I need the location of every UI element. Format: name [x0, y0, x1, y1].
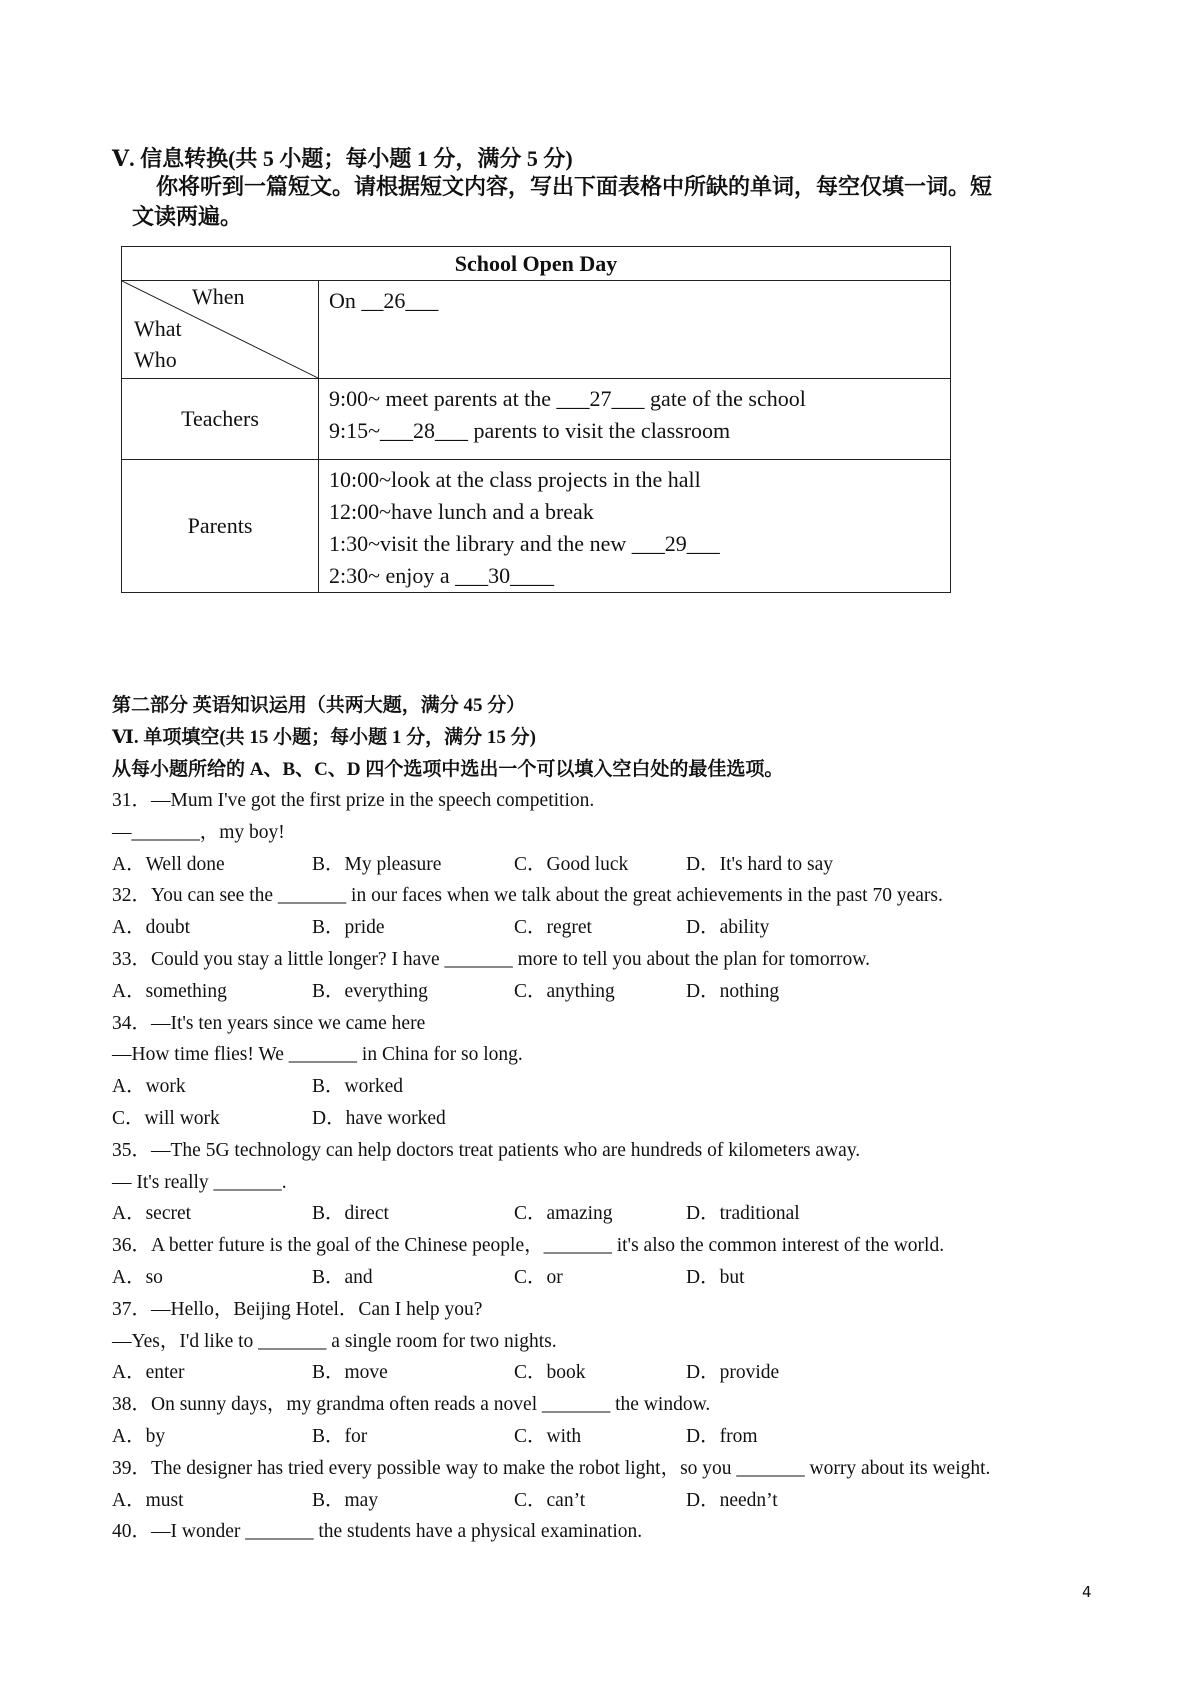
answer-option: D．provide — [686, 1362, 780, 1384]
options-row — [112, 1071, 1112, 1103]
answer-option: D．but — [686, 1266, 745, 1288]
teachers-activity: 9:00~ meet parents at the ___27___ gate of the school — [329, 386, 806, 411]
when-value-cell — [319, 281, 951, 379]
section5-instruction-line2: 文读两遍。 — [132, 204, 243, 229]
part2-heading: 第二部分 英语知识运用（共两大题，满分 45 分） — [112, 695, 526, 716]
section6-title: Ⅵ. 单项填空(共 15 小题；每小题 1 分，满分 15 分) — [112, 727, 537, 748]
header-who: Who — [134, 347, 177, 372]
answer-option: A．enter — [112, 1362, 185, 1384]
teachers-activity: 9:15~___28___ parents to visit the classroom — [329, 418, 731, 443]
section5-title: Ⅴ. 信息转换(共 5 小题；每小题 1 分，满分 5 分) — [112, 146, 573, 171]
answer-option: A．doubt — [112, 917, 191, 939]
answer-option: A．secret — [112, 1203, 192, 1225]
parents-activity: 2:30~ enjoy a ___30____ — [329, 563, 555, 588]
teachers-label: Teachers — [122, 379, 319, 460]
answer-option: B．move — [312, 1362, 388, 1384]
question-stem: 35．—The 5G technology can help doctors treat patients who are hundreds of kilometers away. — [112, 1139, 861, 1161]
question-stem: 38．On sunny days，my grandma often reads a novel _______ the window. — [112, 1394, 711, 1416]
answer-option: D．It's hard to say — [686, 853, 834, 875]
answer-option: C．can’t — [514, 1489, 586, 1511]
question-item — [112, 944, 1112, 1008]
question-stem: 33．Could you stay a little longer? I have _______ more to tell you about the plan for tomorrow. — [112, 948, 870, 970]
answer-option: D．nothing — [686, 980, 780, 1002]
parents-label: Parents — [122, 460, 319, 593]
options-row — [112, 1485, 1112, 1517]
school-open-day-table — [121, 246, 951, 593]
answer-option: A．by — [112, 1425, 166, 1447]
answer-option: D．from — [686, 1425, 758, 1447]
question-item — [112, 1389, 1112, 1453]
answer-option: C．will work — [112, 1107, 220, 1129]
part2-header — [112, 690, 783, 786]
diagonal-header-cell — [122, 281, 319, 379]
header-what: What — [134, 316, 182, 341]
options-row — [112, 912, 1112, 944]
options-row — [112, 976, 1112, 1008]
options-row — [112, 1198, 1112, 1230]
answer-option: C．Good luck — [514, 853, 629, 875]
question-dialogue-line: —Yes，I'd like to _______ a single room for two nights. — [112, 1330, 557, 1352]
parents-activity: 10:00~look at the class projects in the hall — [329, 467, 701, 492]
question-item — [112, 1008, 1112, 1135]
answer-option: C．book — [514, 1362, 586, 1384]
answer-option: A．so — [112, 1266, 163, 1288]
question-dialogue-line: — It's really _______. — [112, 1171, 287, 1193]
answer-option: B．everything — [312, 980, 428, 1002]
answer-option: C．regret — [514, 917, 592, 939]
question-item — [112, 1135, 1112, 1230]
question-stem: 36．A better future is the goal of the Chinese people，_______ it's also the common interest of the world. — [112, 1235, 945, 1257]
question-stem: 39．The designer has tried every possible way to make the robot light，so you _______ worry about its weight. — [112, 1457, 991, 1479]
options-row — [112, 1357, 1112, 1389]
section5-instruction-line1: 你将听到一篇短文。请根据短文内容，写出下面表格中所缺的单词，每空仅填一词。短 — [156, 174, 993, 199]
question-stem: 34．—It's ten years since we came here — [112, 1012, 426, 1034]
section5-instructions — [120, 172, 1110, 232]
question-list — [112, 785, 1112, 1548]
answer-option: B．worked — [312, 1076, 403, 1098]
header-when: When — [192, 284, 245, 309]
options-row — [112, 1421, 1112, 1453]
question-dialogue-line: —How time flies! We _______ in China for so long. — [112, 1044, 523, 1066]
answer-option: D．ability — [686, 917, 770, 939]
answer-option: A．must — [112, 1489, 184, 1511]
question-item — [112, 1453, 1112, 1517]
options-row — [112, 1262, 1112, 1294]
parents-activity: 1:30~visit the library and the new ___29___ — [329, 531, 720, 556]
answer-option: A．Well done — [112, 853, 225, 875]
answer-option: D．traditional — [686, 1203, 800, 1225]
answer-option: D．needn’t — [686, 1489, 778, 1511]
answer-option: B．pride — [312, 917, 385, 939]
question-item — [112, 1294, 1112, 1389]
answer-option: C．anything — [514, 980, 615, 1002]
options-row — [112, 1103, 1112, 1135]
question-stem: 32．You can see the _______ in our faces when we talk about the great achievements in the past 70 years. — [112, 885, 943, 907]
answer-option: A．work — [112, 1076, 186, 1098]
answer-option: C．amazing — [514, 1203, 613, 1225]
parents-activities — [319, 460, 951, 593]
parents-activity: 12:00~have lunch and a break — [329, 499, 594, 524]
answer-option: B．direct — [312, 1203, 389, 1225]
question-stem: 31．—Mum I've got the first prize in the speech competition. — [112, 790, 595, 811]
answer-option: C．with — [514, 1425, 582, 1447]
section6-instructions: 从每小题所给的 A、B、C、D 四个选项中选出一个可以填入空白处的最佳选项。 — [112, 759, 784, 780]
table-title: School Open Day — [122, 247, 951, 281]
page-number: 4 — [1082, 1583, 1092, 1601]
answer-option: A．something — [112, 980, 227, 1002]
options-row — [112, 849, 1112, 881]
answer-option: B．for — [312, 1425, 368, 1447]
question-item — [112, 1230, 1112, 1294]
question-item — [112, 1516, 1112, 1548]
question-dialogue-line: —_______，my boy! — [112, 821, 285, 843]
question-stem: 37．—Hello，Beijing Hotel．Can I help you? — [112, 1298, 483, 1320]
answer-option: D．have worked — [312, 1107, 446, 1129]
question-stem: 40．—I wonder _______ the students have a physical examination. — [112, 1521, 643, 1543]
answer-option: B．and — [312, 1266, 373, 1288]
question-item — [112, 880, 1112, 944]
question-item — [112, 785, 1112, 880]
teachers-activities — [319, 379, 951, 460]
answer-option: C．or — [514, 1266, 563, 1288]
when-value: On __26___ — [329, 288, 439, 313]
answer-option: B．My pleasure — [312, 853, 442, 875]
answer-option: B．may — [312, 1489, 379, 1511]
